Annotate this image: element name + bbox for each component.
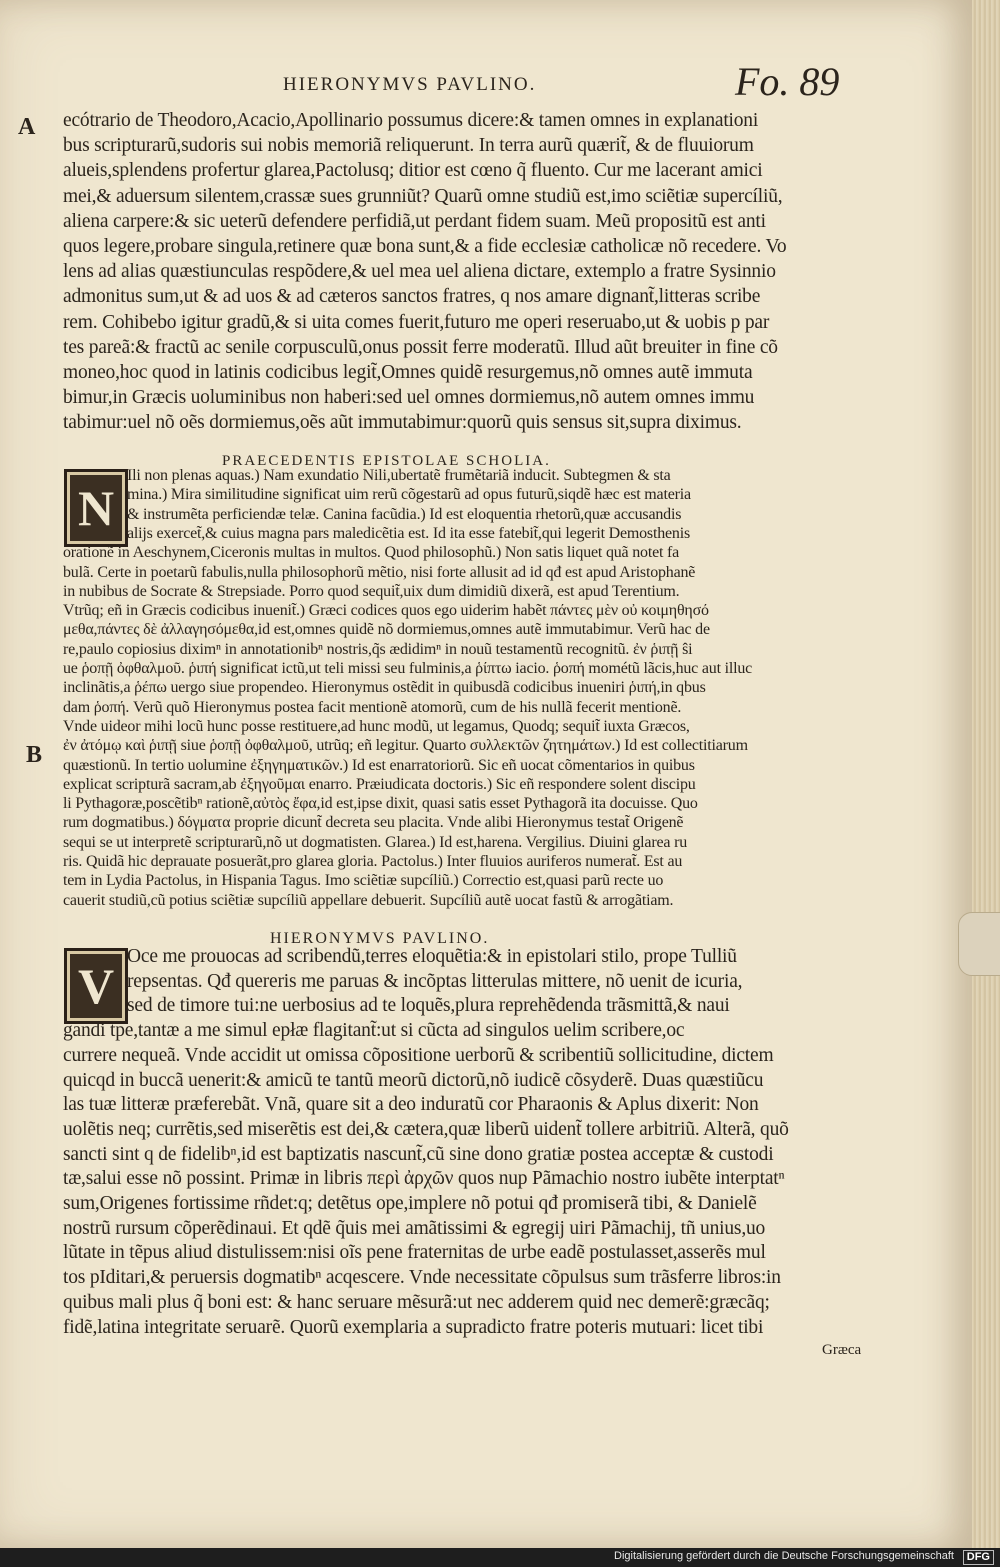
- scholia-line: rum dogmatibus.) δόγματα proprie dicunt̃ decreta seu placita. Vnde alibi Hieronymus testat̃ Origenẽ: [63, 814, 684, 832]
- scholia-line: ue ῥοπῇ ὀφθαλμοῦ. ῥιπή significat ictũ,ut teli missi seu fulminis,a ῥίπτω iacio. ῥοπή mométũ lãcis,huc aut illuc: [63, 660, 753, 677]
- letter-line: repsentas. Qđ quereris me paruas & incõptas litterulas mittere, nõ uenit de icuria,: [127, 970, 743, 992]
- block1-line: alueis,splendens profertur glarea,Pactolusq; ditior est cœno q̃ fluento. Cur me lacerant amici: [63, 160, 763, 182]
- letter-line: tos pIditari,& peruersis dogmatibⁿ acqescere. Vnde necessitate cõpulsus sum trãsferre libros:in: [63, 1267, 781, 1289]
- letter-line: lũtate in tẽpus aliud distulissem:nisi oĩs pene fraternitas de urbe eadẽ postulasset,asserẽs mul: [63, 1242, 766, 1264]
- block1-line: ecótrario de Theodoro,Acacio,Apollinario possumus dicere:& tamen omnes in explanationi: [63, 110, 759, 131]
- scholia-line: mina.) Mira similitudine significat uim rerũ cõgestarũ ad opus futurũ,siqdẽ hæc est materia: [127, 486, 691, 504]
- folio-number: Fo. 89: [735, 59, 840, 104]
- block1-line: rem. Cohibebo igitur gradũ,& si uita comes fuerit,futuro me operi reseruabo,ut & uobis p par: [63, 311, 770, 333]
- letter-line: Oce me prouocas ad scribendũ,terres eloquẽtia:& in epistolari stilo, prope Tulliũ: [127, 946, 737, 967]
- margin-letter-b: B: [26, 742, 43, 768]
- block1-line: admonitus sum,ut & ad uos & ad cæteros sanctos fratres, q nos amare dignant̃,litteras scribe: [63, 286, 761, 308]
- scholia-line: Vnde uideor mihi locũ hunc posse restituere,ad hunc modũ, ut legamus, Quodq; sequit̃ iuxta Græcos,: [63, 717, 690, 735]
- catchword: Græca: [822, 1342, 862, 1358]
- letter-line: tæ,salui esse nõ possint. Primæ in libris περὶ ἀρχῶν quos nup Pãmachio nostro iubẽte interptatⁿ: [63, 1168, 785, 1190]
- block1-line: tes pareã:& fractũ ac senile corpusculũ,onus possit ferre moderatũ. Illud aũt breuiter in fine cõ: [63, 336, 778, 358]
- scholia-line: ἐν ἀτόμῳ καὶ ῥιπῇ siue ῥοπῇ ὀφθαλμοῦ, utrũq; eñ legitur. Quarto συλλεκτῶν ζητημάτων.) Id est collectitiarum: [63, 737, 748, 755]
- scholia-heading: PRAECEDENTIS EPISTOLAE SCHOLIA.: [222, 453, 551, 469]
- letter-line: gandi tpe,tantæ a me simul epłæ flagitant̃:ut si cũcta ad singulos uelim scribere,oc: [63, 1020, 685, 1042]
- scholia-line: orationẽ in Aeschynem,Ciceronis multas in multos. Quod philosophũ.) Non satis liquet quã notet fa: [63, 544, 680, 562]
- scholia-line: explicat scripturã sacram,ab ἐξηγοῦμαι enarro. Præiudicata doctoris.) Sic eñ respondere solent discipu: [63, 775, 696, 793]
- letter-line: fidẽ,latina integritate seruarẽ. Quorũ exemplaria a supradicto fratre poteris mutuari: licet tibi: [63, 1316, 764, 1338]
- letter-heading: HIERONYMVS PAVLINO.: [270, 930, 490, 947]
- scholia-line: bulã. Certe in poetarũ fabulis,nulla philosophorũ mẽtio, nisi forte allusit ad id qđ est apud Aristophanẽ: [63, 563, 696, 581]
- scholia-line: Ili non plenas aquas.) Nam exundatio Nili,ubertatẽ frumẽtariã inducit. Subtegmen & sta: [127, 467, 671, 484]
- letter-line: nostrũ rursum cõperẽdinaui. Et qdẽ q̃uis mei amãtissimi & egregij uiri Pãmachij, tñ unius,uo: [63, 1217, 766, 1239]
- page-fore-edge: [972, 0, 1000, 1548]
- block1-line: lens ad alias quæstiunculas respõdere,& uel mea uel aliena dictare, extemplo a fratre Sysinnio: [63, 261, 776, 283]
- letter-line: sed de timore tui:ne uerbosius ad te loquẽs,plura reprehẽdenda trãsmittã,& naui: [127, 995, 730, 1017]
- scholia-line: alijs exercet̃,& cuius magna pars maledicẽtia est. Id ita esse fatebit̃,qui legerit Demosthenis: [127, 524, 690, 542]
- decorated-initial-v: V: [64, 948, 128, 1024]
- dfg-logo: DFG: [963, 1550, 994, 1565]
- scholia-line: tem in Lydia Pactolus, in Hispania Tagus. Imo sciẽtiæ supcíliũ.) Correctio est,quasi parũ recte uo: [63, 872, 664, 890]
- footer-credit: Digitalisierung gefördert durch die Deutsche Forschungsgemeinschaft: [614, 1550, 954, 1562]
- scholia-line: sequi se ut interpretẽ scripturarũ,nõ ut dogmatisten. Glarea.) Id est,harena. Vergilius. Diuini glarea ru: [63, 833, 687, 851]
- margin-letter-a: A: [18, 114, 36, 140]
- scholia-line: quæstionũ. In tertio uolumine ἐξηγηματικῶν.) Id est enarratoriorũ. Sic eñ uocat cõmentarios in quibus: [63, 756, 695, 774]
- letter-line: currere nequeã. Vnde accidit ut omissa cõpositione uerborũ & scribentiũ sollicitudine, dictem: [63, 1044, 774, 1066]
- letter-line: quibus mali plus q̃ boni est: & hanc seruare mẽsurã:ut nec adderem quid nec demerẽ:græcãq;: [63, 1291, 770, 1313]
- block1-line: bus scripturarũ,sudoris sui nobis memoriã reliquerunt. In terra aurũ quærit̃, & de fluuiorum: [63, 135, 754, 157]
- block1-line: quos legere,probare singula,retinere quæ bona sunt,& a fide ecclesiæ catholicæ nõ recedere. Vo: [63, 236, 787, 257]
- scholia-line: & instrumẽta perficiendæ telæ. Canina facũdia.) Id est eloquentia rhetorũ,quæ accusandis: [127, 505, 682, 523]
- scholia-line: μεθα,πάντες δὲ ἀλλαγησόμεθα,id est,omnes quidẽ nõ dormiemus,omnes autẽ immutabimur. Verũ hac de: [63, 621, 710, 639]
- scholia-line: ris. Quidã hic deprauate posuerãt,pro glarea gloria. Pactolus.) Inter fluuios auriferos numerat̃. Est au: [63, 853, 683, 870]
- block1-line: bimur,in Græcis uoluminibus non haberi:sed uel omnes dormiemus,nõ autem omnes immu: [63, 387, 755, 409]
- scholia-line: li Pythagoræ,poscẽtibⁿ rationẽ,αὐτὸς ἔφα,id est,ipse dixit, quasi satis esset Pythagorã ita docuisse. Quo: [63, 795, 698, 813]
- page-tab-marker: [958, 912, 1000, 976]
- scholia-line: dam ῥοπή. Verũ quõ Hieronymus postea facit mentionẽ atomorũ, cum de his nullã fecerit mentionẽ.: [63, 698, 682, 716]
- letter-line: uolẽtis neq; currẽtis,sed miserẽtis est dei,& cætera,quæ liberũ uident̃ tollere arbitriũ. Alterã, quõ: [63, 1118, 789, 1140]
- scholia-line: Vtrũq; eñ in Græcis codicibus inuenit̃.) Græci codices quos ego uiderim habẽt πάντες μὲν οὐ κοιμηθησό: [63, 602, 709, 620]
- block1-line: tabimur:uel nõ oẽs dormiemus,oẽs aũt immutabimur:quorũ quis sensus sit,supra diximus.: [63, 412, 742, 434]
- letter-line: sum,Origenes fortissime rñdet:q; detẽtus ope,implere nõ potui qđ promiserã tibi, & Danielẽ: [63, 1193, 757, 1214]
- scholia-line: inclinãtis,a ῥέπω uergo siue propendeo. Hieronymus ostẽdit in quibusdã codicibus inueniri ῥιπή,in qbus: [63, 679, 706, 697]
- block1-line: moneo,hoc quod in latinis codicibus legit̃,Omnes quidẽ resurgemus,nõ omnes autẽ immuta: [63, 362, 753, 383]
- scholia-line: in nubibus de Socrate & Strepsiade. Porro quod sequit̃,uix dum dimidiũ dixerã, est apud Terentium.: [63, 582, 680, 600]
- letter-line: quicqd in buccã uenerit:& amicũ te tantũ meorũ dictorũ,nõ iudicẽ cõsyderẽ. Duas quæstiũcu: [63, 1069, 764, 1091]
- block1-line: mei,& aduersum silentem,crassæ sues grunniũt? Quarũ omne studiũ est,imo sciẽtiæ supercíliũ,: [63, 185, 783, 207]
- decorated-initial-n: N: [64, 469, 128, 547]
- letter-line: sancti sint q de fidelibⁿ,id est baptizatis nascunt̃,cũ sine dono gratiæ postea acceptæ & custodi: [63, 1143, 774, 1165]
- scholia-line: re,paulo copiosius diximⁿ in annotationibⁿ nostris,q̃s ædidimⁿ in nouũ testamentũ recognitũ. ἐν ῥιπῇ ŝi: [63, 640, 693, 658]
- letter-line: las tuæ litteræ præferebãt. Vnã, quare sit a deo induratũ cor Pharaonis & Aplus dixerit: Non: [63, 1094, 759, 1116]
- running-head: HIERONYMVS PAVLINO.: [283, 74, 537, 95]
- block1-line: aliena carpere:& sic ueterũ defendere perfidiã,ut perdant fidem suam. Meũ propositũ est anti: [63, 210, 766, 232]
- digitization-footer: [0, 1548, 1000, 1567]
- scholia-line: cauerit studiũ,cũ potius sciẽtiæ supcíliũ appellare debuerit. Supcíliũ autẽ uocat fastũ & arrogãtiam.: [63, 891, 674, 909]
